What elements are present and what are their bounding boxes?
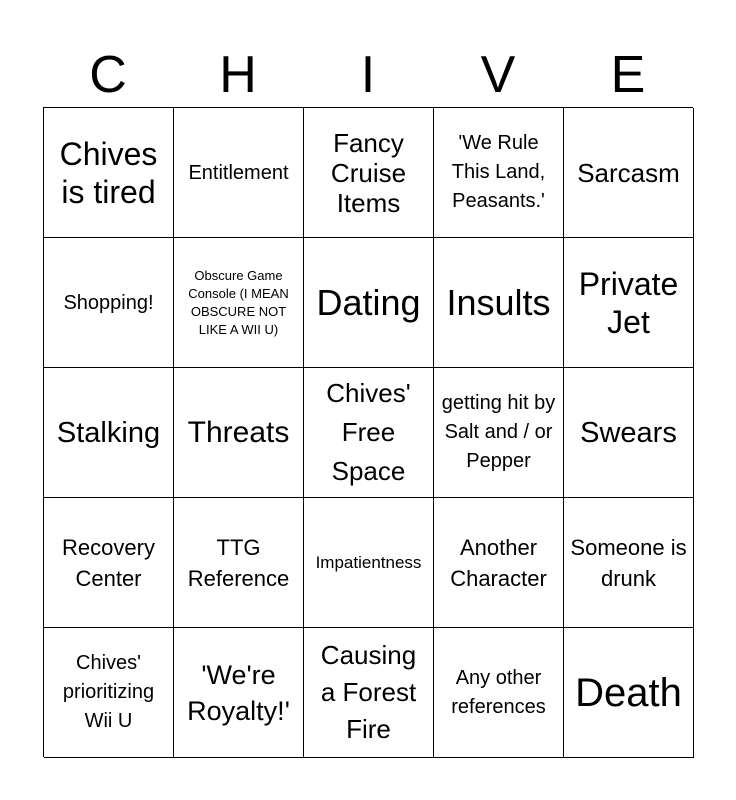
bingo-cell[interactable] xyxy=(434,498,564,628)
cell-text: Someone is drunk xyxy=(570,534,687,591)
bingo-cell[interactable] xyxy=(174,498,304,628)
cell-text: Any other references xyxy=(451,666,546,718)
cell-text: Chives' Free Space xyxy=(326,378,411,486)
cell-text: TTG Reference xyxy=(187,534,290,591)
header-letter-i: I xyxy=(360,46,376,104)
bingo-cell[interactable] xyxy=(434,238,564,368)
bingo-cell[interactable] xyxy=(304,238,434,368)
cell-text: getting hit by Salt and / or Pepper xyxy=(441,392,556,472)
cell-text: Sarcasm xyxy=(577,157,680,188)
bingo-cell[interactable] xyxy=(44,498,174,628)
cell-text: Causing a Forest Fire xyxy=(320,640,417,744)
cell-text: Threats xyxy=(187,415,290,449)
bingo-cell[interactable] xyxy=(174,108,304,238)
cell-text: Stalking xyxy=(56,416,161,449)
bingo-cell[interactable] xyxy=(564,628,694,758)
bingo-cell[interactable] xyxy=(174,368,304,498)
bingo-cell[interactable] xyxy=(304,628,434,758)
cell-text: Chives is tired xyxy=(59,135,158,210)
header-letter-h: H xyxy=(219,46,257,104)
bingo-cell[interactable] xyxy=(44,628,174,758)
bingo-cell[interactable] xyxy=(564,368,694,498)
bingo-cell[interactable] xyxy=(174,238,304,368)
cell-text: Private Jet xyxy=(578,265,679,340)
bingo-cell[interactable] xyxy=(434,368,564,498)
cell-text: Chives' prioritizing Wii U xyxy=(62,652,155,732)
bingo-board xyxy=(43,107,693,757)
bingo-cell[interactable] xyxy=(304,498,434,628)
bingo-cell[interactable] xyxy=(434,628,564,758)
cell-text: Another Character xyxy=(450,534,547,591)
bingo-cell[interactable] xyxy=(304,368,434,498)
bingo-header xyxy=(43,44,693,106)
cell-text: Dating xyxy=(316,281,421,323)
cell-text: Obscure Game Console (I MEAN OBSCURE NOT LIKE A WII U) xyxy=(188,267,289,337)
cell-text: Shopping! xyxy=(63,291,154,314)
bingo-cell[interactable] xyxy=(44,238,174,368)
cell-text: Impatientness xyxy=(315,552,422,572)
cell-text: Insults xyxy=(446,281,551,323)
bingo-cell[interactable] xyxy=(564,108,694,238)
cell-text: Entitlement xyxy=(188,161,289,184)
cell-text: Swears xyxy=(580,416,677,449)
bingo-cell[interactable] xyxy=(564,238,694,368)
header-letter-v: V xyxy=(480,46,516,104)
header-letter-e: E xyxy=(610,46,646,104)
cell-text: Fancy Cruise Items xyxy=(330,127,407,218)
bingo-cell[interactable] xyxy=(564,498,694,628)
cell-text: 'We're Royalty!' xyxy=(187,659,290,726)
bingo-cell[interactable] xyxy=(304,108,434,238)
cell-text: Recovery Center xyxy=(62,534,155,591)
bingo-cell[interactable] xyxy=(44,108,174,238)
header-letter-c: C xyxy=(89,46,127,104)
cell-text: 'We Rule This Land, Peasants.' xyxy=(451,132,546,212)
bingo-cell[interactable] xyxy=(174,628,304,758)
bingo-cell[interactable] xyxy=(44,368,174,498)
bingo-cell[interactable] xyxy=(434,108,564,238)
cell-text: Death xyxy=(575,670,682,715)
